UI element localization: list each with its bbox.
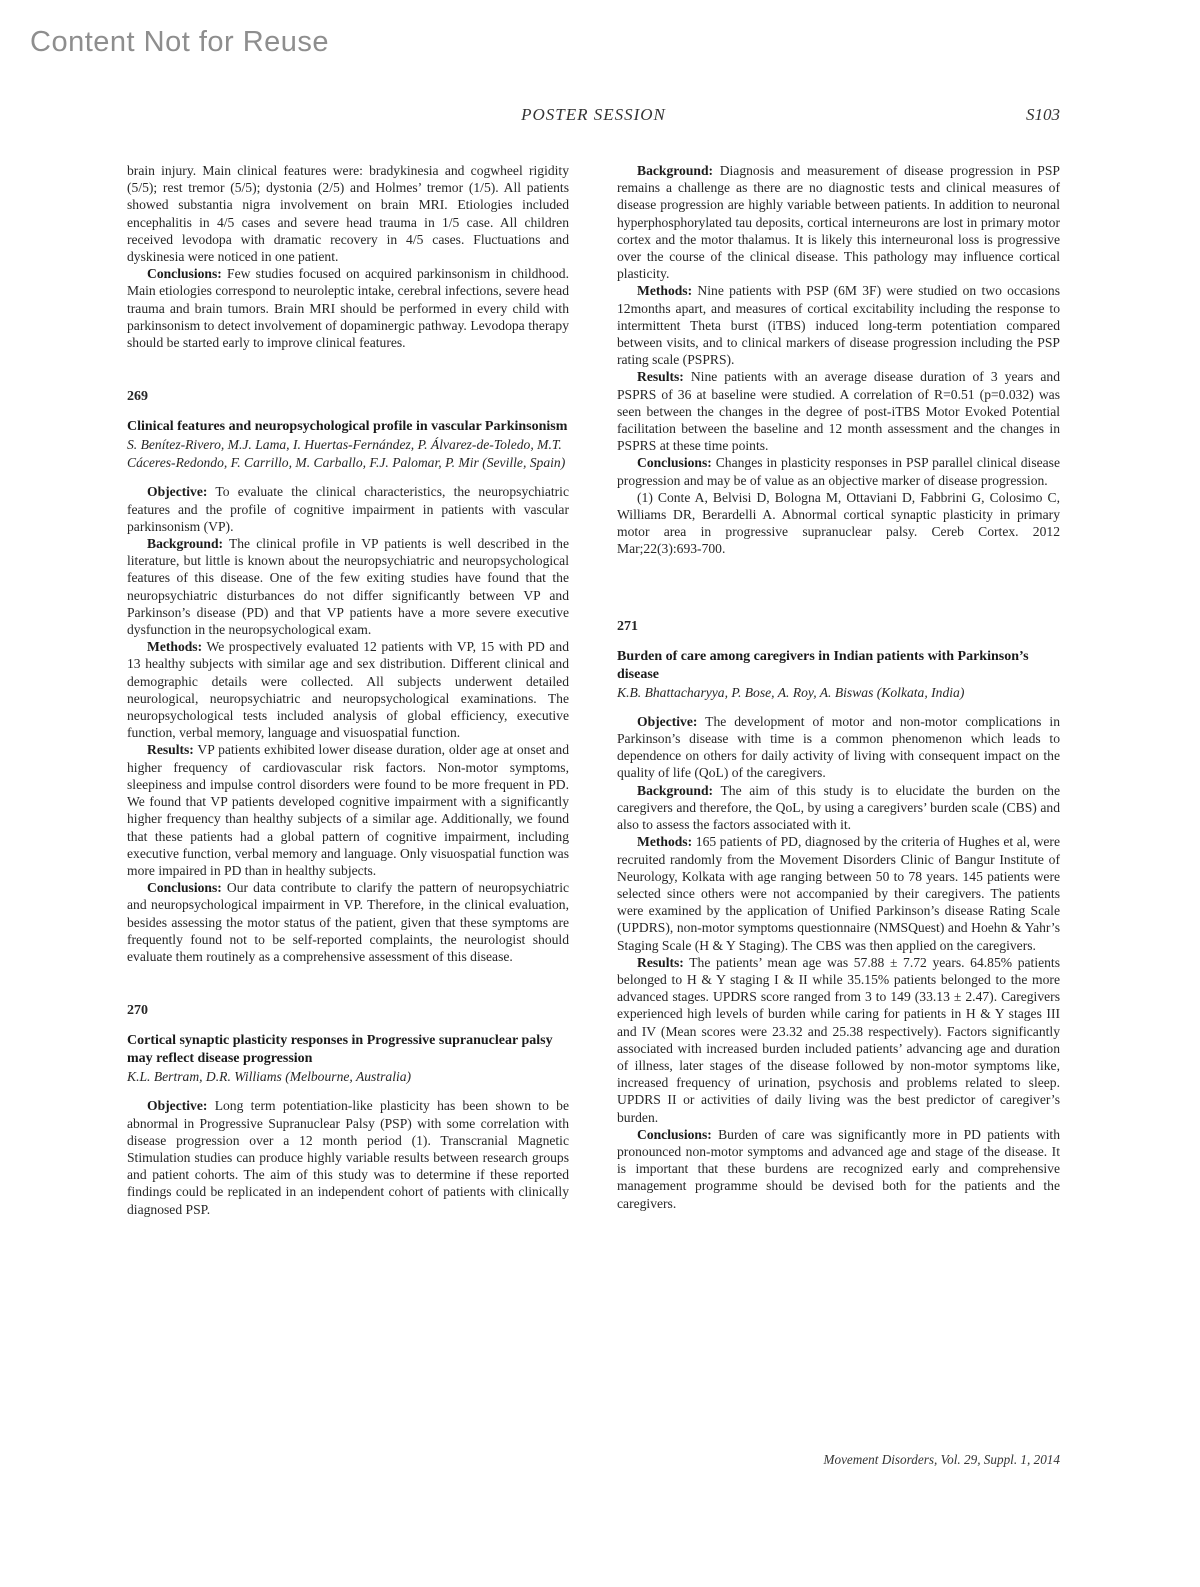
objective-paragraph — [127, 483, 569, 535]
section-label: Methods: — [147, 639, 203, 655]
section-label: Methods: — [637, 283, 693, 299]
section-label: Results: — [147, 742, 194, 758]
section-text: Few studies focused on acquired parkinsonism in childhood. Main etiologies correspond to neuroleptic intake, cerebral infections, severe head trauma and brain tumors. Brain MRI should be performed in every child with parkinsonism to detect involvement of dopaminergic pathway. Levodopa therapy should be started early to improve clinical features. — [127, 266, 570, 351]
section-label: Conclusions: — [637, 1126, 712, 1142]
continued-abstract-conclusions — [127, 265, 569, 351]
abstract-title-270: Cortical synaptic plasticity responses in Progressive supranuclear palsy may reflect disease progression — [127, 1033, 553, 1067]
section-text: Changes in plasticity responses in PSP parallel clinical disease progression and may be of value as an objective marker of disease progression. — [617, 455, 1060, 488]
section-text: The patients’ mean age was 57.88 ± 7.72 years. 64.85% patients belonged to H & Y staging I & II while 35.15% patients belonged to the more advanced stages. UPDRS score ranged from 3 to 149 (33.13 ± 2.47). Caregivers experienced high levels of burden while caring for patients in H & Y stages III and IV (Mean scores were 23.32 and 25.38 respectively). Factors significantly associated with increased burden included patients’ advancing age and duration of illness, later stages of the disease followed by non-motor symptoms like, increased frequency of urination, psychosis and problems related to sleep. UPDRS II or activities of daily living was the best predictor of caregiver’s burden. — [617, 954, 1060, 1125]
conclusions-paragraph — [127, 879, 569, 965]
watermark-text: Content Not for Reuse — [30, 26, 330, 58]
left-column — [127, 162, 569, 1218]
section-label: Conclusions: — [147, 880, 222, 896]
objective-paragraph — [617, 713, 1060, 782]
methods-paragraph — [617, 833, 1060, 953]
section-label: Objective: — [147, 484, 208, 500]
section-label: Background: — [147, 536, 224, 552]
section-label: Conclusions: — [147, 266, 222, 282]
reference-paragraph — [617, 489, 1060, 558]
background-paragraph — [127, 535, 569, 638]
running-head-title: POSTER SESSION — [521, 105, 666, 124]
section-label: Conclusions: — [637, 455, 712, 471]
abstract-title-269: Clinical features and neuropsychological profile in vascular Parkinsonism — [127, 419, 568, 435]
right-column — [617, 162, 1060, 1212]
section-text: 165 patients of PD, diagnosed by the criteria of Hughes et al, were recruited randomly from the Movement Disorders Clinic of Bangur Institute of Neurology, Kolkata with age ranging between 50 to 78 years. 145 patients were selected since others were not accompanied by their caregivers. The patients were examined by the application of Unified Parkinson’s disease Rating Scale (UPDRS), non-motor symptoms questionnaire (NMSQuest) and Hoehn & Yahr’s Staging Scale (H & Y Staging). The CBS was then applied on the caregivers. — [617, 834, 1060, 953]
methods-paragraph — [617, 282, 1060, 368]
results-paragraph — [127, 741, 569, 879]
abstract-number-270: 270 — [127, 1003, 148, 1019]
section-label: Results: — [637, 369, 684, 385]
background-paragraph — [617, 782, 1060, 834]
section-label: Background: — [637, 782, 714, 798]
section-text: Our data contribute to clarify the pattern of neuropsychiatric and neuropsychological impairment in VP. Therefore, in the clinical evaluation, besides assessing the motor status of the patient, given that these symptoms are frequently found not to be self-reported complaints, the neurologist should evaluate them routinely as a comprehensive assessment of this disease. — [127, 880, 570, 964]
section-text: VP patients exhibited lower disease duration, older age at onset and higher frequency of cardiovascular risk factors. Non-motor symptoms, sleepiness and impulse control disorders were found to be more frequent in PD. We found that VP patients developed cognitive impairment with a significantly higher frequency than healthy subjects of a similar age. Additionally, we found that these patients had a global pattern of cognitive impairment, including executive function, verbal memory and language. Only visuospatial function was more impaired in PD than in healthy subjects. — [127, 742, 569, 878]
section-text: The aim of this study is to elucidate the burden on the caregivers and therefore, the QoL, by using a caregivers’ burden scale (CBS) and also to assess the factors associated with it. — [617, 782, 1060, 833]
section-text: Nine patients with PSP (6M 3F) were studied on two occasions 12months apart, and measures of cortical excitability including the response to intermittent Theta burst (iTBS) induced long-term potentiation compared between visits, and to clinical markers of disease progression including the PSP rating scale (PSPRS). — [617, 283, 1060, 368]
section-text: Burden of care was significantly more in PD patients with pronounced non-motor symptoms and advanced age and stage of the disease. It is important that these burdens are recognized early and comprehensive management programme should be devised both for the patients and the caregivers. — [617, 1126, 1060, 1211]
reference-text: (1) Conte A, Belvisi D, Bologna M, Ottaviani D, Fabbrini G, Colosimo C, Williams DR, Berardelli A. Abnormal cortical synaptic plasticity in primary motor area in progressive supranuclear palsy. Cereb Cortex. 2012 Mar;22(3):693-700. — [617, 489, 1060, 557]
objective-paragraph — [127, 1097, 569, 1217]
section-text: To evaluate the clinical characteristics, the neuropsychiatric features and the profile of cognitive impairment in patients with vascular parkinsonism (VP). — [127, 484, 569, 534]
section-label: Background: — [637, 163, 714, 178]
section-text: The clinical profile in VP patients is well described in the literature, but little is known about the neuropsychiatric and neuropsychological features of this disease. One of the few exiting studies have found that the neuropsychiatric disturbances do not differ significantly between VP and Parkinson’s disease (PD) and that VP patients have a more severe executive dysfunction in the neuropsychological exam. — [127, 536, 570, 638]
methods-paragraph — [127, 638, 569, 741]
section-text: The development of motor and non-motor complications in Parkinson’s disease with time is a common phenomenon which leads to dependence on others for daily activity of living with consequent impact on the quality of life (QoL) of the caregivers. — [617, 713, 1061, 781]
abstract-number-271: 271 — [617, 618, 638, 634]
results-paragraph — [617, 368, 1060, 454]
abstract-number-269: 269 — [127, 389, 148, 405]
abstract-authors-271: K.B. Bhattacharyya, P. Bose, A. Roy, A. Biswas (Kolkata, India) — [617, 684, 965, 700]
section-label: Objective: — [147, 1098, 208, 1114]
section-text: Nine patients with an average disease duration of 3 years and PSPRS of 36 at baseline were studied. A correlation of R=0.51 (p=0.032) was seen between the changes in the degree of post-iTBS Motor Evoked Potential facilitation between the baseline and 12 month assessment and the changes in PSPRS at these time points. — [617, 369, 1060, 454]
section-label: Results: — [637, 954, 684, 970]
section-text: Diagnosis and measurement of disease progression in PSP remains a challenge as there are no diagnostic tests and clinical measures of disease progression are highly variable between patients. In addition to neuronal hyperphosphorylated tau deposits, cortical interneurons are lost in primary motor cortex and the motor thalamus. It is likely this interneuronal loss is progressive over the course of the clinical disease. This pathology may influence cortical plasticity. — [617, 163, 1060, 282]
running-head — [127, 105, 1060, 127]
journal-footer: Movement Disorders, Vol. 29, Suppl. 1, 2014 — [823, 1452, 1060, 1467]
conclusions-paragraph — [617, 1126, 1060, 1212]
background-paragraph — [617, 162, 1060, 282]
results-paragraph — [617, 954, 1060, 1126]
abstract-authors-269: S. Benítez-Rivero, M.J. Lama, I. Huertas-Fernández, P. Álvarez-de-Toledo, M.T. Cáceres-Redondo, F. Carrillo, M. Carballo, F.J. Palomar, P. Mir (Seville, Spain) — [127, 437, 566, 471]
conclusions-paragraph — [617, 454, 1060, 488]
abstract-authors-270: K.L. Bertram, D.R. Williams (Melbourne, Australia) — [127, 1069, 412, 1085]
continued-abstract-text: brain injury. Main clinical features were: bradykinesia and cogwheel rigidity (5/5); rest tremor (5/5); dystonia (2/5) and Holmes’ tremor (1/5). All patients showed substantia nigra involvement on brain MRI. Etiologies included encephalitis in 4/5 cases and severe head trauma in 1/5 case. All children received levodopa with dramatic recovery in 4/5 cases. Fluctuations and dyskinesia were noticed in one patient. — [127, 163, 569, 265]
section-label: Methods: — [637, 834, 693, 850]
section-text: We prospectively evaluated 12 patients with VP, 15 with PD and 13 healthy subjects with similar age and sex distribution. Different clinical and demographic details were collected. All subjects underwent detailed neurological, neuropsychiatric and neuropsychological examinations. The neuropsychological tests included analysis of global efficiency, executive function, verbal memory, language and visuospatial function. — [127, 639, 570, 741]
section-text: Long term potentiation-like plasticity has been shown to be abnormal in Progressive Supranuclear Palsy (PSP) with some correlation with disease progression over a 12 month period (1). Transcranial Magnetic Stimulation studies can produce highly variable results between research groups and patient cohorts. The aim of this study was to determine if these reported findings could be replicated in an independent cohort of patients with clinically diagnosed PSP. — [127, 1098, 569, 1217]
abstract-title-271: Burden of care among caregivers in Indian patients with Parkinson’s disease — [617, 648, 1029, 682]
section-label: Objective: — [637, 713, 698, 729]
page-number: S103 — [1026, 105, 1060, 124]
